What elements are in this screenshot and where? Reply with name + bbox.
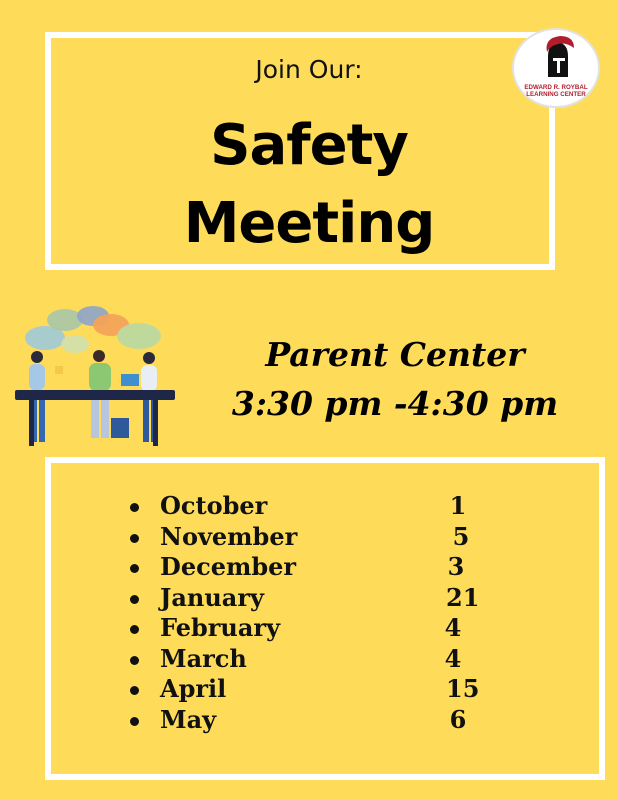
bullet-icon bbox=[130, 656, 139, 665]
day-label: 3 bbox=[447, 552, 465, 581]
bullet-icon bbox=[130, 564, 139, 573]
location-text: Parent Center bbox=[265, 335, 525, 374]
month-label: December bbox=[160, 552, 297, 581]
list-item bbox=[130, 552, 490, 583]
logo-text-line-1: EDWARD R. ROYBAL bbox=[524, 84, 588, 91]
day-label: 5 bbox=[452, 521, 470, 551]
bullet-icon bbox=[130, 595, 139, 604]
list-item bbox=[130, 583, 490, 614]
time-text: 3:30 pm -4:30 pm bbox=[231, 384, 559, 423]
list-item bbox=[130, 522, 490, 553]
month-label: April bbox=[160, 674, 227, 703]
schedule-list bbox=[130, 491, 490, 735]
day-label: 6 bbox=[449, 704, 467, 734]
bullet-icon bbox=[130, 503, 139, 512]
month-label: March bbox=[160, 643, 247, 673]
school-logo bbox=[512, 28, 600, 108]
bullet-icon bbox=[130, 686, 139, 695]
day-label: 15 bbox=[446, 674, 480, 703]
month-label: November bbox=[160, 521, 298, 551]
list-item bbox=[130, 674, 490, 705]
month-label: February bbox=[160, 613, 281, 642]
day-label: 21 bbox=[446, 582, 480, 612]
list-item bbox=[130, 613, 490, 644]
logo-text-line-2: LEARNING CENTER bbox=[526, 91, 586, 98]
month-label: January bbox=[160, 582, 264, 612]
people-meeting-icon bbox=[15, 300, 177, 448]
title-line-2: Meeting bbox=[183, 191, 435, 256]
day-label: 4 bbox=[444, 613, 462, 642]
day-label: 4 bbox=[444, 643, 462, 673]
month-label: October bbox=[160, 491, 268, 520]
month-label: May bbox=[160, 704, 217, 734]
list-item bbox=[130, 705, 490, 736]
list-item bbox=[130, 644, 490, 675]
title-line-1: Safety bbox=[210, 113, 408, 178]
bullet-icon bbox=[130, 534, 139, 543]
intro-text: Join Our: bbox=[255, 55, 363, 84]
list-item bbox=[130, 491, 490, 522]
day-label: 1 bbox=[449, 491, 467, 520]
bullet-icon bbox=[130, 625, 139, 634]
bullet-icon bbox=[130, 717, 139, 726]
